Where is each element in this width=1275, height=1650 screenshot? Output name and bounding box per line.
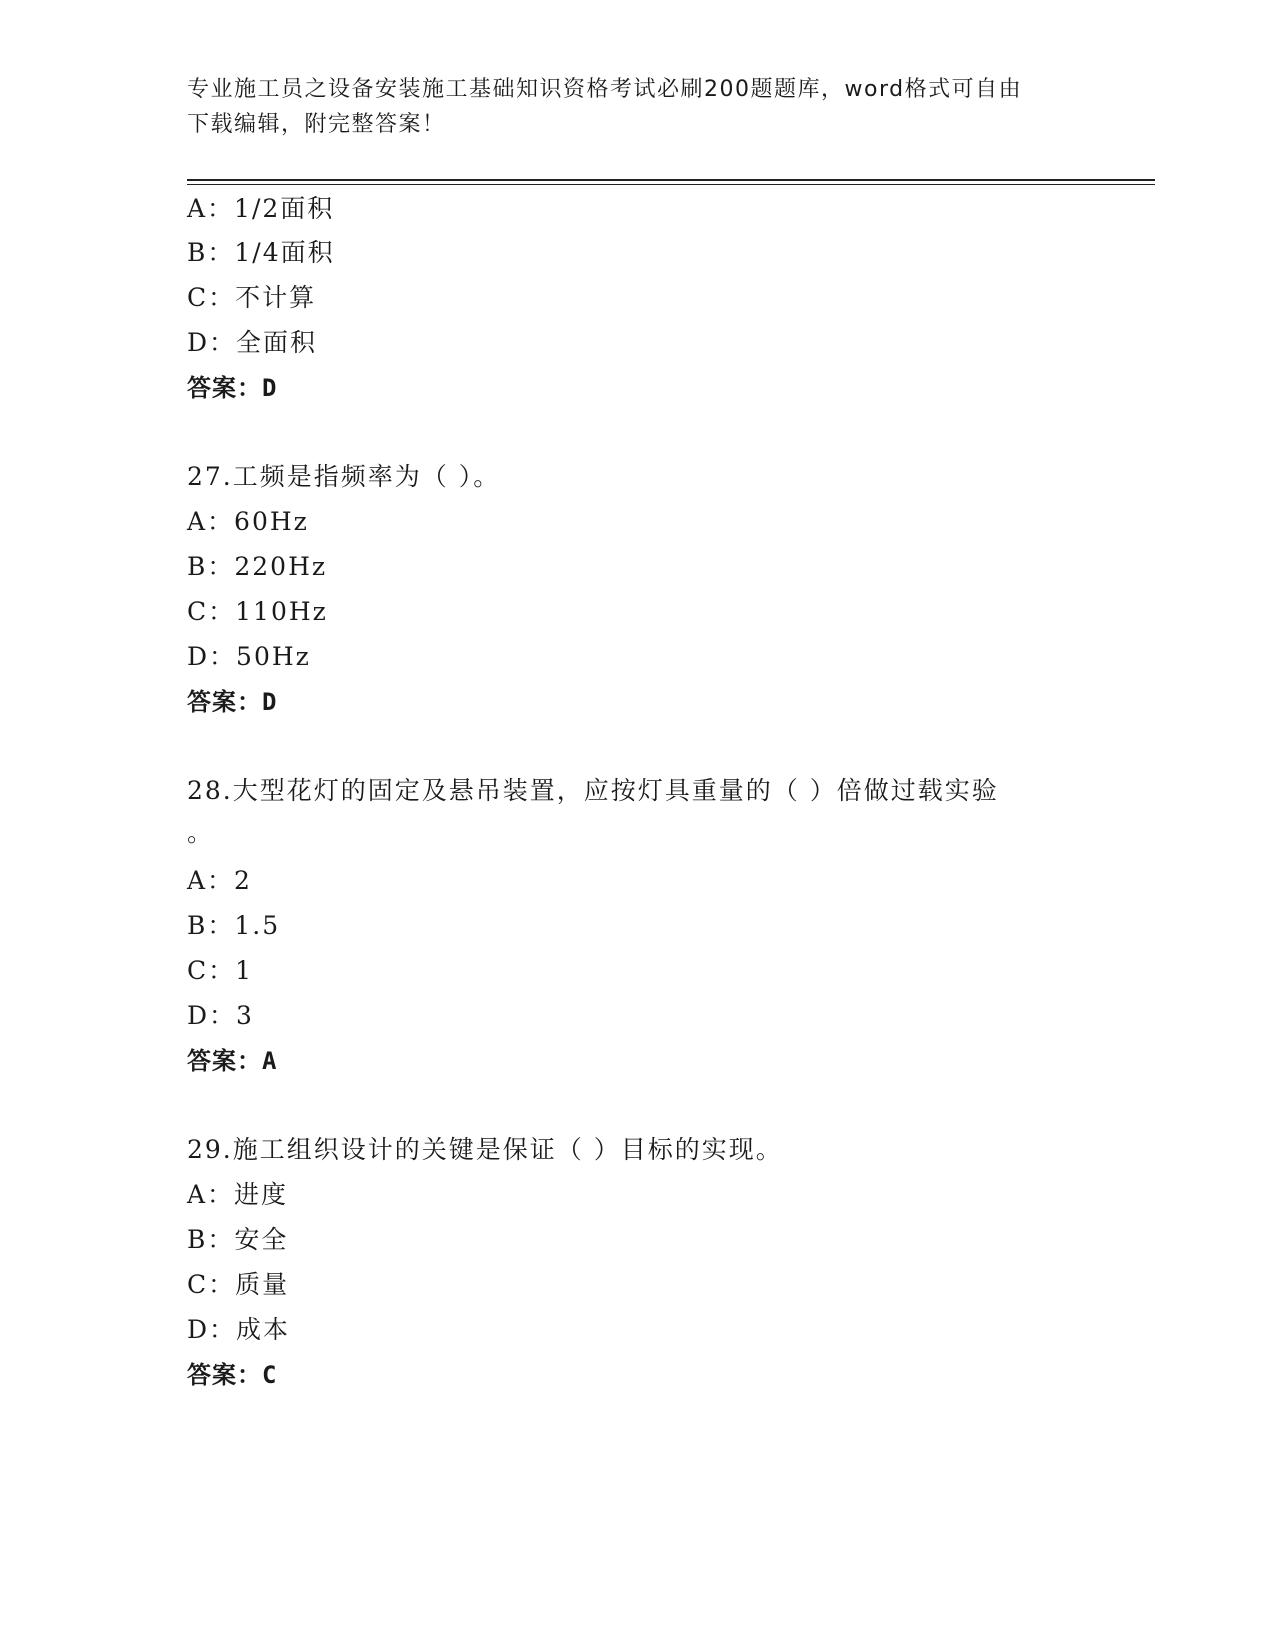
q26-option-d: D：全面积 <box>187 328 318 357</box>
q27-option-a: A：60Hz <box>187 507 309 536</box>
header-line-2: 下载编辑，附完整答案！ <box>187 112 446 137</box>
q29-option-c: C：质量 <box>187 1270 290 1299</box>
q29-option-a: A：进度 <box>187 1180 289 1209</box>
q27-option-b: B：220Hz <box>187 552 328 581</box>
q28-option-a: A：2 <box>187 866 252 895</box>
q27-option-c: C：110Hz <box>187 597 328 626</box>
q29-option-b: B：安全 <box>187 1225 289 1254</box>
q26-option-a: A：1/2面积 <box>187 194 335 223</box>
q28-option-d: D：3 <box>187 1001 254 1030</box>
document-header <box>187 72 1067 142</box>
q28-question-line-2: 。 <box>187 818 215 847</box>
header-rule-thin <box>187 184 1155 185</box>
q28-option-c: C：1 <box>187 956 254 985</box>
header-rule-thick <box>187 179 1155 181</box>
q28-answer: 答案：A <box>187 1047 278 1075</box>
q28-option-b: B：1.5 <box>187 911 281 940</box>
q27-answer: 答案：D <box>187 688 278 716</box>
q26-option-c: C：不计算 <box>187 283 317 312</box>
q29-answer: 答案：C <box>187 1361 278 1389</box>
q29-question: 29.施工组织设计的关键是保证（ ）目标的实现。 <box>187 1135 783 1164</box>
q29-option-d: D：成本 <box>187 1315 291 1344</box>
q26-answer: 答案：D <box>187 374 278 402</box>
q28-question-line-1: 28.大型花灯的固定及悬吊装置，应按灯具重量的（ ）倍做过载实验 <box>187 776 999 805</box>
q27-option-d: D：50Hz <box>187 642 311 671</box>
q26-option-b: B：1/4面积 <box>187 238 335 267</box>
q27-question: 27.工频是指频率为（ ）。 <box>187 462 501 491</box>
header-line-1: 专业施工员之设备安装施工基础知识资格考试必刷200题题库，word格式可自由 <box>187 77 1023 102</box>
